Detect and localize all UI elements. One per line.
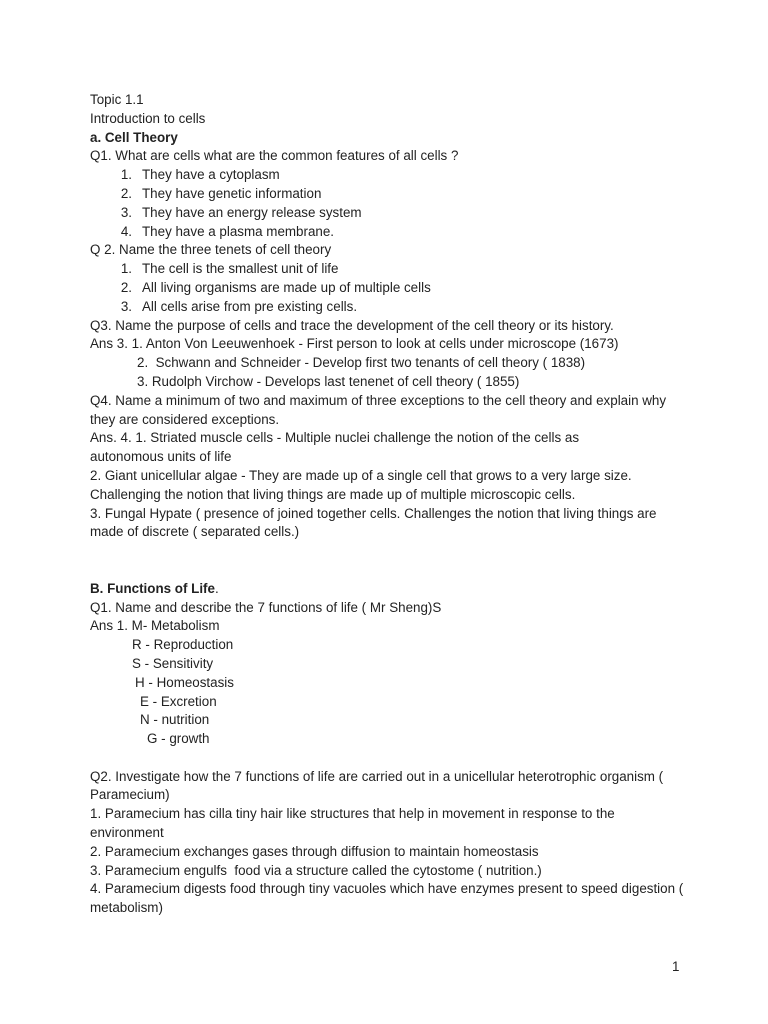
function-item: G - growth [147,731,210,747]
list-item: 3. They have an energy release system [120,204,362,220]
list-item: 2. All living organisms are made up of multiple cells [120,279,431,295]
answer-a3-2: 2. Schwann and Schneider - Develop first two tenants of cell theory ( 1838) [137,355,586,371]
answer-b2-3: 3. Paramecium engulfs food via a structure called the cytostome ( nutrition.) [90,862,542,878]
question-a2: Q 2. Name the three tenets of cell theory [90,242,332,258]
question-b2: Q2. Investigate how the 7 functions of life are carried out in a unicellular heterotrophic organism ( Paramecium) [90,768,664,803]
answer-a3-1: Ans 3. 1. Anton Von Leeuwenhoek - First person to look at cells under microscope (1673) [90,336,619,352]
answer-a4-3: 3. Fungal Hypate ( presence of joined together cells. Challenges the notion that living things are made of discrete ( separated cells.) [90,505,657,540]
list-item: 2. They have genetic information [120,185,322,201]
section-spacer [90,542,690,580]
topic-number: Topic 1.1 [90,92,144,107]
answer-a4-1: Ans. 4. 1. Striated muscle cells - Multiple nuclei challenge the notion of the cells as autonomous units of life [90,430,580,465]
answer-a4-2: 2. Giant unicellular algae - They are made up of a single cell that grows to a very large size. Challenging the notion that living things are made up of multiple microscopic cells. [90,467,632,502]
list-item: 4. They have a plasma membrane. [120,223,335,239]
answer-a1-list [90,166,690,241]
answer-b1-intro: Ans 1. M- Metabolism [90,618,220,634]
function-item: H - Homeostasis [135,674,234,690]
section-b-heading: B. Functions of Life. [90,580,219,596]
question-a3: Q3. Name the purpose of cells and trace the development of the cell theory or its history. [90,317,614,333]
list-item: 3. All cells arise from pre existing cells. [120,298,358,314]
answer-b2-2: 2. Paramecium exchanges gases through diffusion to maintain homeostasis [90,843,539,859]
section-a-heading: a. Cell Theory [90,129,178,145]
function-item: N - nutrition [140,712,210,728]
topic-title: Introduction to cells [90,110,206,126]
list-item: 1. The cell is the smallest unit of life [120,261,339,277]
function-item: S - Sensitivity [132,655,214,671]
answer-b2-1: 1. Paramecium has cilla tiny hair like structures that help in movement in response to the environment [90,806,615,841]
function-item: R - Reproduction [132,637,234,653]
question-a1: Q1. What are cells what are the common features of all cells ? [90,148,459,164]
document-page [90,91,690,918]
answer-a3-3: 3. Rudolph Virchow - Develops last tenenet of cell theory ( 1855) [137,373,520,389]
list-item: 1. They have a cytoplasm [120,167,280,183]
answer-b2-4: 4. Paramecium digests food through tiny vacuoles which have enzymes present to speed digestion ( metabolism) [90,881,684,916]
paragraph-spacer [90,749,690,768]
page-number: 1 [672,959,680,974]
answer-a2-list [90,260,690,316]
function-item: E - Excretion [140,693,217,709]
question-a4: Q4. Name a minimum of two and maximum of three exceptions to the cell theory and explain why they are considered exceptions. [90,392,667,427]
question-b1: Q1. Name and describe the 7 functions of life ( Mr Sheng)S [90,599,442,615]
